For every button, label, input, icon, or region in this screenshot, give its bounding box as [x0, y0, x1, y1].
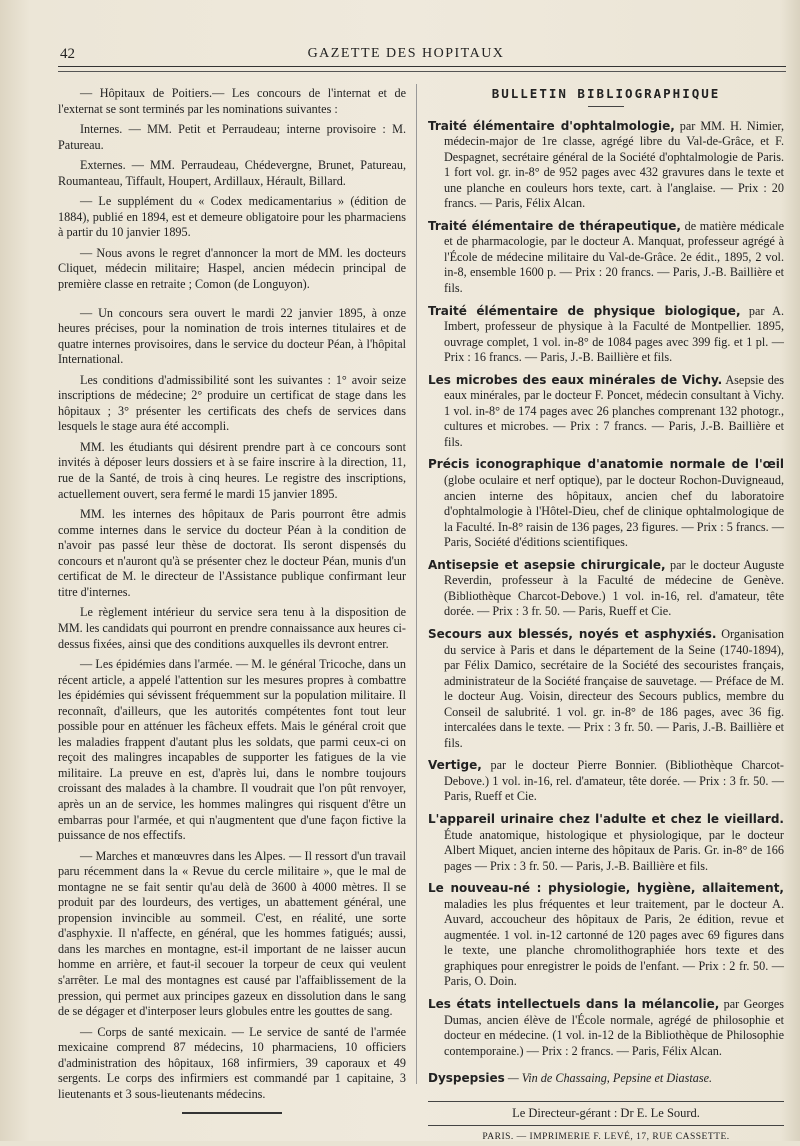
paragraph: — Nous avons le regret d'annoncer la mort de MM. les docteurs Cliquet, médecin militaire; Haspel, ancien médecin principal de première classe en retraite ; Comon (de Longuyon).: [58, 245, 406, 292]
bibliography-entry: [428, 758, 784, 805]
bibliography-entry: [428, 627, 784, 751]
entry-title: Les microbes des eaux minérales de Vichy.: [428, 372, 723, 387]
bibliography-entry: [428, 881, 784, 990]
paragraph: Internes. — MM. Petit et Perraudeau; interne provisoire : M. Patureau.: [58, 122, 406, 152]
entry-text: par le docteur Pierre Bonnier. (Bibliothèque Charcot-Debove.) 1 vol. in-16, rel. d'amateur, tête dorée. — Prix : 3 fr. 50. — Paris, Rueff et Cie.: [444, 758, 784, 804]
entry-title: Précis iconographique d'anatomie normale de l'œil: [428, 457, 784, 472]
bibliography-entry: [428, 373, 784, 451]
bibliography-entry: [428, 812, 784, 874]
paragraph: MM. les étudiants qui désirent prendre part à ce concours sont invités à déposer leurs dossiers et à se faire inscrire à la direction, 11, rue de la Santé, de trois à cinq heures. Le registre des inscriptions, actuellement ouvert, sera fermé le mardi 15 janvier 1895.: [58, 439, 406, 501]
entry-text: par le docteur Auguste Reverdin, professeur à la Faculté de médecine de Genève. (Bibliothèque Charcot-Debove.) 1 vol. in-16, rel. d'amateur, tête dorée. — Prix : 3 fr. 50. — Paris, Rueff et Cie.: [444, 557, 784, 619]
advertisement: [428, 1071, 784, 1087]
paragraph: — Hôpitaux de Poitiers.— Les concours de l'internat et de l'externat se sont terminés par les nominations suivantes :: [58, 86, 406, 116]
header-rule-thin: [58, 71, 786, 72]
running-head: [36, 38, 776, 66]
ad-text: — Vin de Chassaing, Pepsine et Diastase.: [504, 1071, 713, 1086]
entry-title: L'appareil urinaire chez l'adulte et chez le vieillard.: [428, 811, 784, 826]
entry-title: Antisepsie et asepsie chirurgicale,: [428, 557, 666, 572]
bibliography-entry: [428, 457, 784, 550]
end-ornament: [182, 1112, 282, 1114]
director-signature: Le Directeur-gérant : Dr E. Le Sourd.: [428, 1101, 784, 1122]
bibliography-entry: [428, 219, 784, 297]
entry-text: Organisation du service à Paris et dans le département de la Seine (1740-1894), par Félix Damico, secrétaire de la Société des secouristes français, administrateur de la Société française de sauvetage. — Préface de M. le docteur Aug. Voisin, directeur des Secours publics, membre du Conseil de salubrité. 1 vol. gr. in-8° de 186 pages, avec 36 fig. intercalées dans le texte. — Prix : 3 fr. 50. — Paris, J.-B. Baillière et fils.: [444, 626, 784, 750]
bulletin-title: BULLETIN BIBLIOGRAPHIQUE: [491, 86, 721, 101]
entry-title: Les états intellectuels dans la mélancolie,: [428, 996, 720, 1011]
journal-title: GAZETTE DES HOPITAUX: [307, 46, 505, 61]
paragraph: Les conditions d'admissibilité sont les suivantes : 1° avoir seize inscriptions de médecine; 2° produire un certificat de stage dans les hôpitaux ; 3° présenter les certificats des chefs de services dans lesquels le stage aura été accompli.: [58, 372, 406, 434]
bibliography-entry: [428, 997, 784, 1059]
entry-title: Secours aux blessés, noyés et asphyxiés.: [428, 626, 717, 641]
column-divider: [416, 84, 417, 1084]
entry-title: Traité élémentaire de thérapeutique,: [428, 218, 681, 233]
paragraph: — Corps de santé mexicain. — Le service de santé de l'armée mexicaine comprend 87 médecins, 10 pharmaciens, 10 officiers d'administration des hôpitaux, 168 infirmiers, 39 caporaux et 49 sergents. Le corps des infirmiers est commandé par 1 capitaine, 3 lieutenants et 3 sous-lieutenants médecins.: [58, 1024, 406, 1101]
page-number: 42: [60, 46, 75, 62]
entry-title: Traité élémentaire d'ophtalmologie,: [428, 118, 675, 133]
entry-text: par Georges Dumas, ancien élève de l'École normale, agrégé de philosophie et docteur en médecine. (1 vol. in-12 de la Bibliothèque de Philosophie contemporaine.) — Prix : 2 francs. — Paris, Félix Alcan.: [444, 996, 784, 1058]
bulletin-rule: [588, 106, 624, 107]
entry-text: par MM. H. Nimier, médecin-major de 1re classe, agrégé libre du Val-de-Grâce, et F. Despagnet, secrétaire général de la Société d'ophtalmologie de Paris. 1 fort vol. gr. in-8° de 952 pages avec 432 gravures dans le texte et une planche en couleurs hors texte, cart. à l'anglaise. — Prix : 20 francs. — Paris, Félix Alcan.: [444, 118, 784, 211]
entry-text: de matière médicale et de pharmacologie, par le docteur A. Manquat, professeur agrégé à l'École de médecine militaire du Val-de-Grâce. 2e édit., 1895, 2 vol. in-8, ensemble 1600 p. — Prix : 20 francs. — Paris, J.-B. Baillière et fils.: [444, 218, 784, 296]
header-rule: [58, 66, 786, 67]
paragraph: — Le supplément du « Codex medicamentarius » (édition de 1884), publié en 1894, est et demeure obligatoire pour les pharmaciens à partir du 10 janvier 1895.: [58, 194, 406, 240]
entry-text: par A. Imbert, professeur de physique à la Faculté de Montpellier. 1895, ouvrage complet, 1 vol. in-8° de 1084 pages avec 399 fig. et 1 pl. — Prix : 16 francs. — Paris, J.-B. Baillière et fils.: [444, 303, 784, 365]
bibliography-entry: [428, 304, 784, 366]
entry-text: Asepsie des eaux minérales, par le docteur F. Poncet, médecin consultant à Vichy. 1 vol. in-8° de 174 pages avec 26 planches comprenant 132 photogr., cultures et microbes. — Prix : 7 francs. — Paris, J.-B. Baillière et fils.: [444, 372, 784, 449]
entry-text: (globe oculaire et nerf optique), par le docteur Rochon-Duvigneaud, ancien interne des hôpitaux, ancien chef du laboratoire d'ophtalmologie à l'Hôtel-Dieu, chef de clinique ophtalmologique de la Faculté. In-8° raisin de 136 pages, 23 figures. — Prix : 5 francs. — Paris, Société d'éditions scientifiques.: [444, 473, 784, 550]
paragraph: MM. les internes des hôpitaux de Paris pourront être admis comme internes dans le service du docteur Péan à la condition de n'avoir pas passé leur thèse de doctorat. Ils seront dispensés du concours et n'auront qu'à se présenter chez le docteur Péan, munis d'un certificat de M. le directeur de l'Assistance publique confirmant leur titre d'internes.: [58, 507, 406, 599]
paragraph: — Les épidémies dans l'armée. — M. le général Tricoche, dans un récent article, a appelé l'attention sur les mesures propres à combattre les épidémies qui sévissent fréquemment sur la population militaire. Il reconnaît, d'ailleurs, que les autorités compétentes font tout leur possible pour en atténuer les fâcheux effets. Mais le général croit que les maladies frappent d'autant plus les soldats, que parmi ceux-ci on reçoit des malingres incapables de supporter les fatigues de la vie militaire. La preuve en est, d'après lui, dans le nombre toujours croissant des malades à la chambre. Il voudrait que l'on pût renvoyer, après un an de service, les hommes malingres qui risquent d'être un embarras pour l'armée, et qui n'augmentent que d'une façon fictive la puissance de nos effectifs.: [58, 657, 406, 843]
left-column: [58, 86, 406, 1114]
paragraph: Externes. — MM. Perraudeau, Chédevergne, Brunet, Patureau, Roumanteau, Tiffault, Houpert, Ardillaux, Hérault, Billard.: [58, 158, 406, 188]
paragraph: — Un concours sera ouvert le mardi 22 janvier 1895, à onze heures précises, pour la nomination de trois internes titulaires et de quatre internes provisoires, dans le service du docteur Péan, à l'hôpital International.: [58, 305, 406, 367]
paragraph: — Marches et manœuvres dans les Alpes. — Il ressort d'un travail paru récemment dans la « Revue du cercle militaire », que le mal de montagne ne se fait sentir qu'au delà de 3600 à 4000 mètres. Il se produit par des lourdeurs, des vertiges, un abattement général, une propension invincible au sommeil. C'est, en réalité, une sorte d'asphyxie. Il n'affecte, en général, que les hommes fatigués; aussi, dans les marches en montagne, est-il important de ne laisser aucun homme en arrière, et faut-il secouer la torpeur de ceux qui veulent s'arrêter. Le mal des montagnes est causé par l'affaiblissement de la pression, qui permet aux principes gazeux en dissolution dans le sang de se dégager et d'interposer leurs globules entre les gouttes de sang.: [58, 848, 406, 1019]
bibliography-entry: [428, 558, 784, 620]
ad-title: Dyspepsies: [428, 1071, 505, 1086]
bibliography-entry: [428, 119, 784, 212]
entry-text: maladies les plus fréquentes et leur traitement, par le docteur A. Auvard, accoucheur des hôpitaux de Paris, 2e édition, revue et augmentée. 1 vol. in-12 cartonné de 120 pages avec 69 figures dans le texte, une planche chromolithographiée hors texte et des graphiques pour enregistrer le poids de l'enfant. — Prix : 2 fr. 50. — Paris, O. Doin.: [444, 896, 784, 989]
printer-line: PARIS. — IMPRIMERIE F. LEVÉ, 17, RUE CASSETTE.: [428, 1125, 784, 1146]
entry-title: Le nouveau-né : physiologie, hygiène, allaitement,: [428, 881, 784, 896]
right-column: [428, 86, 784, 1146]
entry-title: Traité élémentaire de physique biologique,: [428, 303, 741, 318]
entry-text: Étude anatomique, histologique et physiologique, par le docteur Albert Miquet, ancien interne des hôpitaux de Paris. Gr. in-8° de 166 pages — Prix : 3 fr. 50. — Paris, J.-B. Baillière et fils.: [444, 827, 784, 873]
entry-title: Vertige,: [428, 758, 482, 773]
paragraph: Le règlement intérieur du service sera tenu à la disposition de MM. les candidats qui pourront en prendre connaissance aux heures ci-dessus fixées, ainsi que des conditions auxquelles ils devront entrer.: [58, 605, 406, 651]
